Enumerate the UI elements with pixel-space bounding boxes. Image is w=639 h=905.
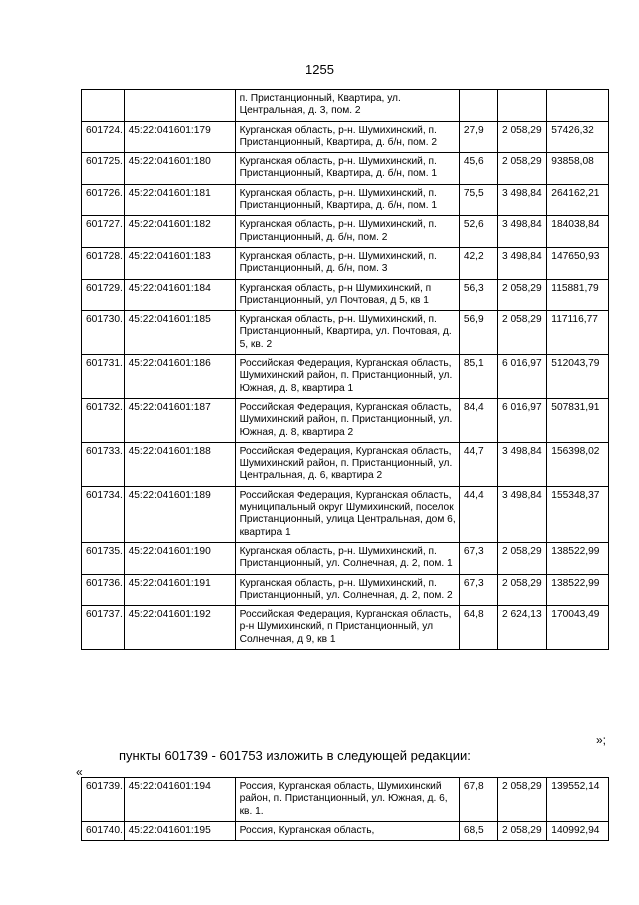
- row-number-cell: 601733.: [82, 442, 125, 486]
- row-number-cell: 601730.: [82, 311, 125, 355]
- rate-cell: 6 016,97: [497, 398, 546, 442]
- address-cell: Курганская область, р-н. Шумихинский, п. Пристанционный, Квартира, д. б/н, пом. 1: [235, 184, 459, 216]
- row-number-cell: 601732.: [82, 398, 125, 442]
- rate-cell: 2 058,29: [497, 153, 546, 185]
- cadastral-value-cell: 147650,93: [547, 247, 609, 279]
- cadastral-value-cell: 115881,79: [547, 279, 609, 311]
- area-cell: [459, 90, 497, 122]
- closing-quote-mark: »;: [596, 733, 607, 747]
- area-cell: 56,3: [459, 279, 497, 311]
- cadastral-number-cell: 45:22:041601:195: [124, 821, 235, 840]
- address-cell: Российская Федерация, Курганская область, Шумихинский район, п. Пристанционный, ул. Южная, д. 8, квартира 1: [235, 355, 459, 399]
- table-row: [82, 121, 609, 153]
- table-row: [82, 247, 609, 279]
- address-cell: Российская Федерация, Курганская область, р-н Шумихинский, п Пристанционный, ул Солнечная, д 9, кв 1: [235, 606, 459, 650]
- rate-cell: 3 498,84: [497, 247, 546, 279]
- cadastral-number-cell: 45:22:041601:190: [124, 542, 235, 574]
- cadastral-value-cell: 138522,99: [547, 574, 609, 606]
- page-number: 1255: [305, 62, 334, 77]
- table-row: [82, 355, 609, 399]
- rate-cell: 2 058,29: [497, 279, 546, 311]
- row-number-cell: 601728.: [82, 247, 125, 279]
- cadastral-number-cell: 45:22:041601:189: [124, 486, 235, 542]
- cadastral-number-cell: 45:22:041601:179: [124, 121, 235, 153]
- area-cell: 64,8: [459, 606, 497, 650]
- cadastral-number-cell: 45:22:041601:194: [124, 778, 235, 822]
- cadastral-number-cell: 45:22:041601:180: [124, 153, 235, 185]
- address-cell: Курганская область, р-н. Шумихинский, п. Пристанционный, Квартира, ул. Почтовая, д. 5, кв. 2: [235, 311, 459, 355]
- row-number-cell: 601727.: [82, 216, 125, 248]
- rate-cell: 2 058,29: [497, 778, 546, 822]
- cadastral-value-cell: 170043,49: [547, 606, 609, 650]
- cadastral-number-cell: 45:22:041601:188: [124, 442, 235, 486]
- cadastral-value-cell: 93858,08: [547, 153, 609, 185]
- cadastral-value-cell: [547, 90, 609, 122]
- table-row: [82, 90, 609, 122]
- amendment-instruction: пункты 601739 - 601753 изложить в следующей редакции:: [119, 748, 471, 763]
- table-row: [82, 574, 609, 606]
- table-row: [82, 398, 609, 442]
- amended-property-table-body: [82, 778, 609, 841]
- area-cell: 84,4: [459, 398, 497, 442]
- area-cell: 52,6: [459, 216, 497, 248]
- row-number-cell: 601726.: [82, 184, 125, 216]
- property-table-body: [82, 90, 609, 650]
- address-cell: Курганская область, р-н Шумихинский, п Пристанционный, ул Почтовая, д 5, кв 1: [235, 279, 459, 311]
- row-number-cell: 601734.: [82, 486, 125, 542]
- cadastral-number-cell: 45:22:041601:185: [124, 311, 235, 355]
- table-row: [82, 821, 609, 840]
- area-cell: 67,3: [459, 542, 497, 574]
- area-cell: 45,6: [459, 153, 497, 185]
- row-number-cell: 601740.: [82, 821, 125, 840]
- area-cell: 27,9: [459, 121, 497, 153]
- cadastral-number-cell: [124, 90, 235, 122]
- row-number-cell: 601737.: [82, 606, 125, 650]
- area-cell: 68,5: [459, 821, 497, 840]
- address-cell: Российская Федерация, Курганская область, Шумихинский район, п. Пристанционный, ул. Центральная, д. 6, квартира 2: [235, 442, 459, 486]
- row-number-cell: 601731.: [82, 355, 125, 399]
- row-number-cell: 601735.: [82, 542, 125, 574]
- area-cell: 56,9: [459, 311, 497, 355]
- row-number-cell: [82, 90, 125, 122]
- cadastral-value-cell: 156398,02: [547, 442, 609, 486]
- table-row: [82, 279, 609, 311]
- address-cell: Курганская область, р-н. Шумихинский, п. Пристанционный, Квартира, д. б/н, пом. 2: [235, 121, 459, 153]
- row-number-cell: 601729.: [82, 279, 125, 311]
- cadastral-value-cell: 512043,79: [547, 355, 609, 399]
- address-cell: Россия, Курганская область, Шумихинский район, п. Пристанционный, ул. Южная, д. 6, кв. 1.: [235, 778, 459, 822]
- rate-cell: 2 624,13: [497, 606, 546, 650]
- cadastral-number-cell: 45:22:041601:184: [124, 279, 235, 311]
- address-cell: Курганская область, р-н. Шумихинский, п. Пристанционный, д. б/н, пом. 2: [235, 216, 459, 248]
- address-cell: Курганская область, р-н. Шумихинский, п. Пристанционный, ул. Солнечная, д. 2, пом. 1: [235, 542, 459, 574]
- table-row: [82, 778, 609, 822]
- cadastral-value-cell: 140992,94: [547, 821, 609, 840]
- area-cell: 67,8: [459, 778, 497, 822]
- cadastral-number-cell: 45:22:041601:191: [124, 574, 235, 606]
- rate-cell: 2 058,29: [497, 121, 546, 153]
- cadastral-value-cell: 184038,84: [547, 216, 609, 248]
- table-row: [82, 442, 609, 486]
- rate-cell: 3 498,84: [497, 486, 546, 542]
- row-number-cell: 601725.: [82, 153, 125, 185]
- address-cell: Россия, Курганская область,: [235, 821, 459, 840]
- area-cell: 85,1: [459, 355, 497, 399]
- row-number-cell: 601739.: [82, 778, 125, 822]
- address-cell: Курганская область, р-н. Шумихинский, п. Пристанционный, ул. Солнечная, д. 2, пом. 2: [235, 574, 459, 606]
- rate-cell: 3 498,84: [497, 442, 546, 486]
- row-number-cell: 601724.: [82, 121, 125, 153]
- rate-cell: 3 498,84: [497, 184, 546, 216]
- area-cell: 67,3: [459, 574, 497, 606]
- rate-cell: 3 498,84: [497, 216, 546, 248]
- cadastral-value-cell: 138522,99: [547, 542, 609, 574]
- address-cell: п. Пристанционный, Квартира, ул. Центральная, д. 3, пом. 2: [235, 90, 459, 122]
- area-cell: 44,7: [459, 442, 497, 486]
- cadastral-number-cell: 45:22:041601:186: [124, 355, 235, 399]
- address-cell: Российская Федерация, Курганская область, Шумихинский район, п. Пристанционный, ул. Южная, д. 8, квартира 2: [235, 398, 459, 442]
- rate-cell: 2 058,29: [497, 821, 546, 840]
- cadastral-value-cell: 57426,32: [547, 121, 609, 153]
- rate-cell: 6 016,97: [497, 355, 546, 399]
- row-number-cell: 601736.: [82, 574, 125, 606]
- cadastral-number-cell: 45:22:041601:182: [124, 216, 235, 248]
- rate-cell: 2 058,29: [497, 574, 546, 606]
- table-row: [82, 153, 609, 185]
- rate-cell: 2 058,29: [497, 311, 546, 355]
- area-cell: 44,4: [459, 486, 497, 542]
- cadastral-value-cell: 507831,91: [547, 398, 609, 442]
- cadastral-value-cell: 139552,14: [547, 778, 609, 822]
- cadastral-number-cell: 45:22:041601:181: [124, 184, 235, 216]
- area-cell: 75,5: [459, 184, 497, 216]
- cadastral-value-cell: 117116,77: [547, 311, 609, 355]
- table-row: [82, 184, 609, 216]
- cadastral-value-cell: 264162,21: [547, 184, 609, 216]
- amended-property-table: [81, 777, 609, 841]
- table-row: [82, 542, 609, 574]
- cadastral-number-cell: 45:22:041601:187: [124, 398, 235, 442]
- table-row: [82, 606, 609, 650]
- cadastral-number-cell: 45:22:041601:192: [124, 606, 235, 650]
- opening-quote-mark: «: [76, 765, 83, 779]
- property-table: [81, 89, 609, 650]
- rate-cell: [497, 90, 546, 122]
- address-cell: Курганская область, р-н. Шумихинский, п. Пристанционный, д. б/н, пом. 3: [235, 247, 459, 279]
- table-row: [82, 486, 609, 542]
- cadastral-value-cell: 155348,37: [547, 486, 609, 542]
- cadastral-number-cell: 45:22:041601:183: [124, 247, 235, 279]
- address-cell: Российская Федерация, Курганская область, муниципальный округ Шумихинский, поселок Пристанционный, улица Центральная, дом 6, квартира 1: [235, 486, 459, 542]
- area-cell: 42,2: [459, 247, 497, 279]
- table-row: [82, 311, 609, 355]
- rate-cell: 2 058,29: [497, 542, 546, 574]
- address-cell: Курганская область, р-н. Шумихинский, п. Пристанционный, Квартира, д. б/н, пом. 1: [235, 153, 459, 185]
- table-row: [82, 216, 609, 248]
